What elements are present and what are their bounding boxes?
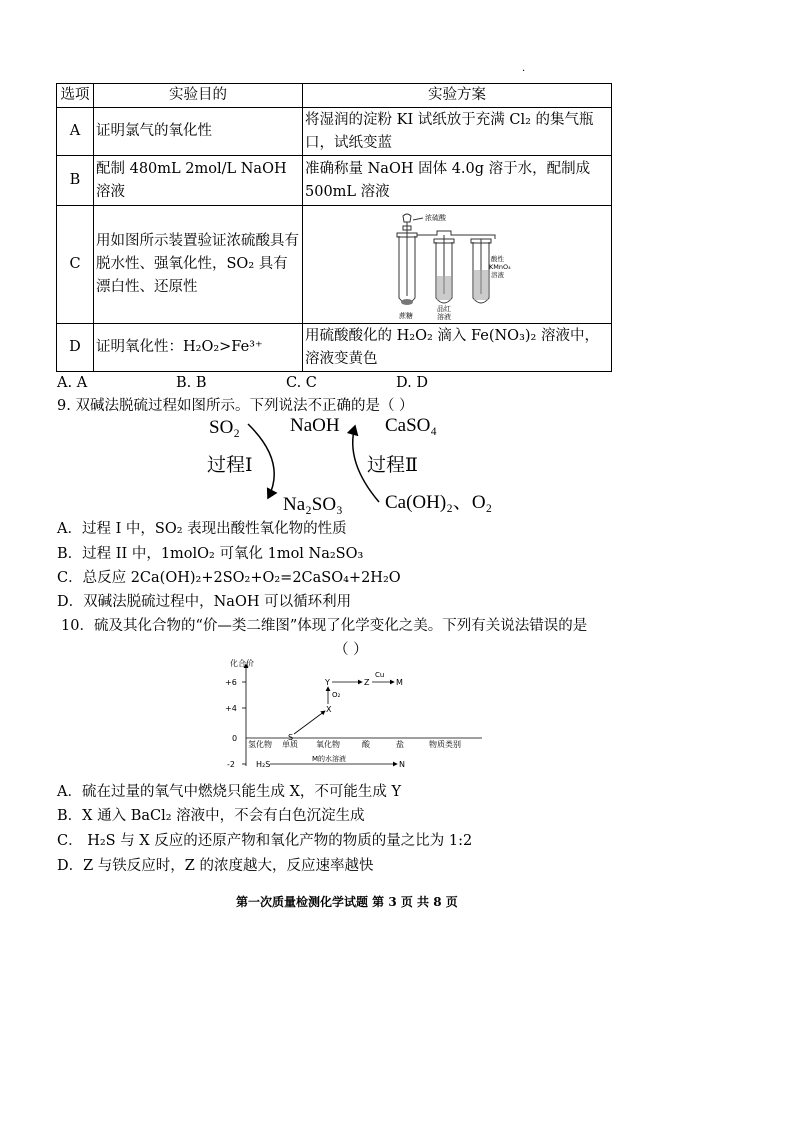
row-purpose: 配制 480mL 2mol/L NaOH 溶液 — [94, 156, 303, 206]
label-process-1: 过程Ⅰ — [207, 455, 253, 476]
label-process-2: 过程Ⅱ — [367, 455, 418, 476]
label-solution2: 溶液 — [491, 271, 504, 279]
header-purpose: 实验目的 — [94, 84, 303, 108]
category-oxide: 氧化物 — [316, 740, 340, 749]
label-so2: SO₂ — [209, 417, 240, 438]
q9-option-c: C．总反应 2Ca(OH)₂+2SO₂+O₂=2CaSO₄+2H₂O — [57, 570, 401, 586]
dot-mark: · — [522, 66, 526, 77]
point-h2s: H₂S — [256, 760, 271, 769]
q8-option-d: D. D — [396, 375, 428, 391]
point-y: Y — [325, 678, 330, 687]
row-option: C — [57, 206, 94, 324]
label-acidic: 酸性 — [491, 255, 504, 263]
arrow-label-cu: Cu — [375, 671, 385, 679]
q10-option-d: D．Z 与铁反应时，Z 的浓度越大，反应速率越快 — [57, 858, 374, 874]
row-option: D — [57, 324, 94, 372]
ytick-plus6: +6 — [225, 678, 237, 687]
table-row — [57, 206, 612, 324]
label-sugar: 蔗糖 — [399, 312, 413, 320]
point-z: Z — [364, 678, 370, 687]
apparatus-figure — [303, 206, 612, 323]
q9-option-a: A．过程 I 中，SO₂ 表现出酸性氧化物的性质 — [57, 521, 347, 537]
q10-option-b: B．X 通入 BaCl₂ 溶液中，不会有白色沉淀生成 — [57, 808, 365, 824]
ytick-plus4: +4 — [225, 704, 237, 713]
label-caso4: CaSO₄ — [385, 415, 438, 436]
table-row — [57, 108, 612, 156]
arrow-label-o2: O₂ — [332, 691, 341, 699]
q9-cycle-diagram — [195, 412, 505, 520]
table-row — [57, 324, 612, 372]
q8-option-b: B. B — [176, 375, 207, 391]
q9-option-d: D．双碱法脱硫过程中，NaOH 可以循环利用 — [57, 594, 352, 610]
page-footer: 第一次质量检测化学试题 第 3 页 共 8 页 — [236, 895, 458, 909]
q10-option-c: C． H₂S 与 X 反应的还原产物和氧化产物的物质的量之比为 1:2 — [57, 833, 473, 849]
row-plan: 将湿润的淀粉 KI 试纸放于充满 Cl₂ 的集气瓶口，试纸变蓝 — [303, 108, 612, 156]
label-solution: 溶液 — [437, 313, 451, 321]
table-row — [57, 156, 612, 206]
category-salt: 盐 — [396, 740, 404, 749]
label-caoh2-o2: Ca(OH)₂、O₂ — [385, 492, 493, 513]
arrow-label-m-aq: M的水溶液 — [312, 755, 347, 763]
table-header-row — [57, 84, 612, 108]
q9-stem: 9. 双碱法脱硫过程如图所示。下列说法不正确的是（ ） — [57, 398, 414, 414]
category-hydride: 氢化物 — [248, 740, 272, 749]
q10-stem: 10．硫及其化合物的“价—类二维图”体现了化学变化之美。下列有关说法错误的是 — [61, 618, 588, 634]
category-acid: 酸 — [362, 740, 370, 749]
category-element: 单质 — [282, 740, 298, 749]
q10-answer-paren: （ ） — [334, 642, 368, 658]
row-option: A — [57, 108, 94, 156]
valence-class-chart — [222, 656, 490, 776]
ytick-minus2: -2 — [227, 760, 235, 769]
q10-option-a: A．硫在过量的氧气中燃烧只能生成 X，不可能生成 Y — [57, 784, 402, 800]
point-n: N — [399, 760, 405, 769]
label-acid: 浓硫酸 — [425, 214, 446, 222]
y-axis-label: 化合价 — [230, 659, 254, 668]
point-s: S — [288, 733, 294, 742]
point-m: M — [396, 678, 403, 687]
q8-option-a: A. A — [57, 375, 88, 391]
row-option: B — [57, 156, 94, 206]
row-purpose: 用如图所示装置验证浓硫酸具有脱水性、强氧化性，SO₂ 具有漂白性、还原性 — [94, 206, 303, 324]
label-na2so3: Na₂SO₃ — [283, 494, 343, 515]
ytick-0: 0 — [232, 734, 238, 743]
label-kmno4: KMnO₄ — [489, 263, 511, 271]
row-purpose: 证明氧化性：H₂O₂>Fe³⁺ — [94, 324, 303, 372]
experiment-table — [56, 83, 612, 372]
label-pinkred: 品红 — [437, 305, 451, 313]
header-plan: 实验方案 — [303, 84, 612, 108]
q8-option-c: C. C — [286, 375, 317, 391]
row-plan-apparatus — [303, 206, 612, 324]
x-axis-label: 物质类别 — [429, 740, 461, 749]
header-option: 选项 — [57, 84, 94, 108]
q9-option-b: B．过程 II 中，1molO₂ 可氧化 1mol Na₂SO₃ — [57, 546, 364, 562]
row-plan: 准确称量 NaOH 固体 4.0g 溶于水，配制成 500mL 溶液 — [303, 156, 612, 206]
row-purpose: 证明氯气的氧化性 — [94, 108, 303, 156]
point-x: X — [326, 705, 332, 714]
row-plan: 用硫酸酸化的 H₂O₂ 滴入 Fe(NO₃)₂ 溶液中，溶液变黄色 — [303, 324, 612, 372]
label-naoh: NaOH — [290, 415, 340, 436]
